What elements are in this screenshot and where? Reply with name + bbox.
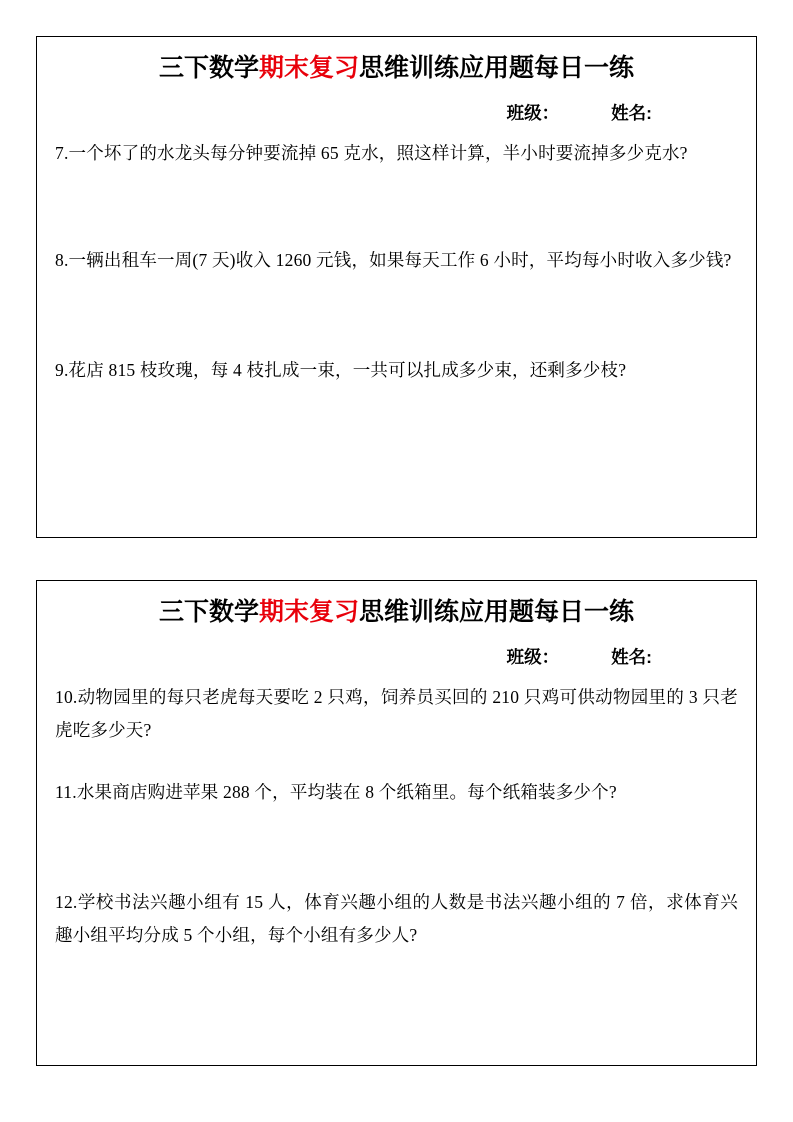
name-label-2: 姓名:: [611, 647, 652, 668]
answer-space: [55, 808, 738, 886]
class-label-2: 班级：: [506, 647, 560, 668]
question-item: 10.动物园里的每只老虎每天要吃 2 只鸡，饲养员买回的 210 只鸡可供动物园里的 3 只老虎吃多少天?: [55, 687, 738, 740]
question-item: 7.一个坏了的水龙头每分钟要流掉 65 克水，照这样计算，半小时要流掉多少克水?: [55, 143, 688, 164]
question-item: 8.一辆出租车一周(7 天)收入 1260 元钱，如果每天工作 6 小时，平均每小时收入多少钱?: [55, 249, 732, 270]
worksheet-title-1: [55, 53, 738, 84]
worksheet-title-2: [55, 597, 738, 628]
worksheet-card-1: [36, 36, 757, 538]
question-item: 9.花店 815 枝玫瑰，每 4 枝扎成一束，一共可以扎成多少束，还剩多少枝?: [55, 360, 627, 380]
class-label-1: 班级：: [506, 103, 560, 124]
question-list-2: [55, 681, 738, 951]
title-highlight-1: 期末复习: [258, 54, 359, 82]
title-suffix-1: 思维训练应用题每日一练: [359, 54, 635, 82]
title-prefix-1: 三下数学: [158, 54, 259, 82]
question-item: 11.水果商店购进苹果 288 个，平均装在 8 个纸箱里。每个纸箱装多少个?: [55, 782, 617, 802]
worksheet-card-2: [36, 580, 757, 1066]
title-prefix-2: 三下数学: [158, 598, 259, 626]
question-list-1: [55, 137, 738, 386]
student-info-row-1: [55, 100, 738, 125]
title-highlight-2: 期末复习: [258, 598, 359, 626]
name-label-1: 姓名:: [611, 103, 652, 124]
title-suffix-2: 思维训练应用题每日一练: [359, 598, 635, 626]
answer-space: [55, 170, 738, 244]
answer-space: [55, 276, 738, 354]
answer-space: [55, 746, 738, 776]
student-info-row-2: [55, 644, 738, 669]
question-item: 12.学校书法兴趣小组有 15 人，体育兴趣小组的人数是书法兴趣小组的 7 倍，求体育兴趣小组平均分成 5 个小组，每个小组有多少人?: [55, 892, 738, 945]
